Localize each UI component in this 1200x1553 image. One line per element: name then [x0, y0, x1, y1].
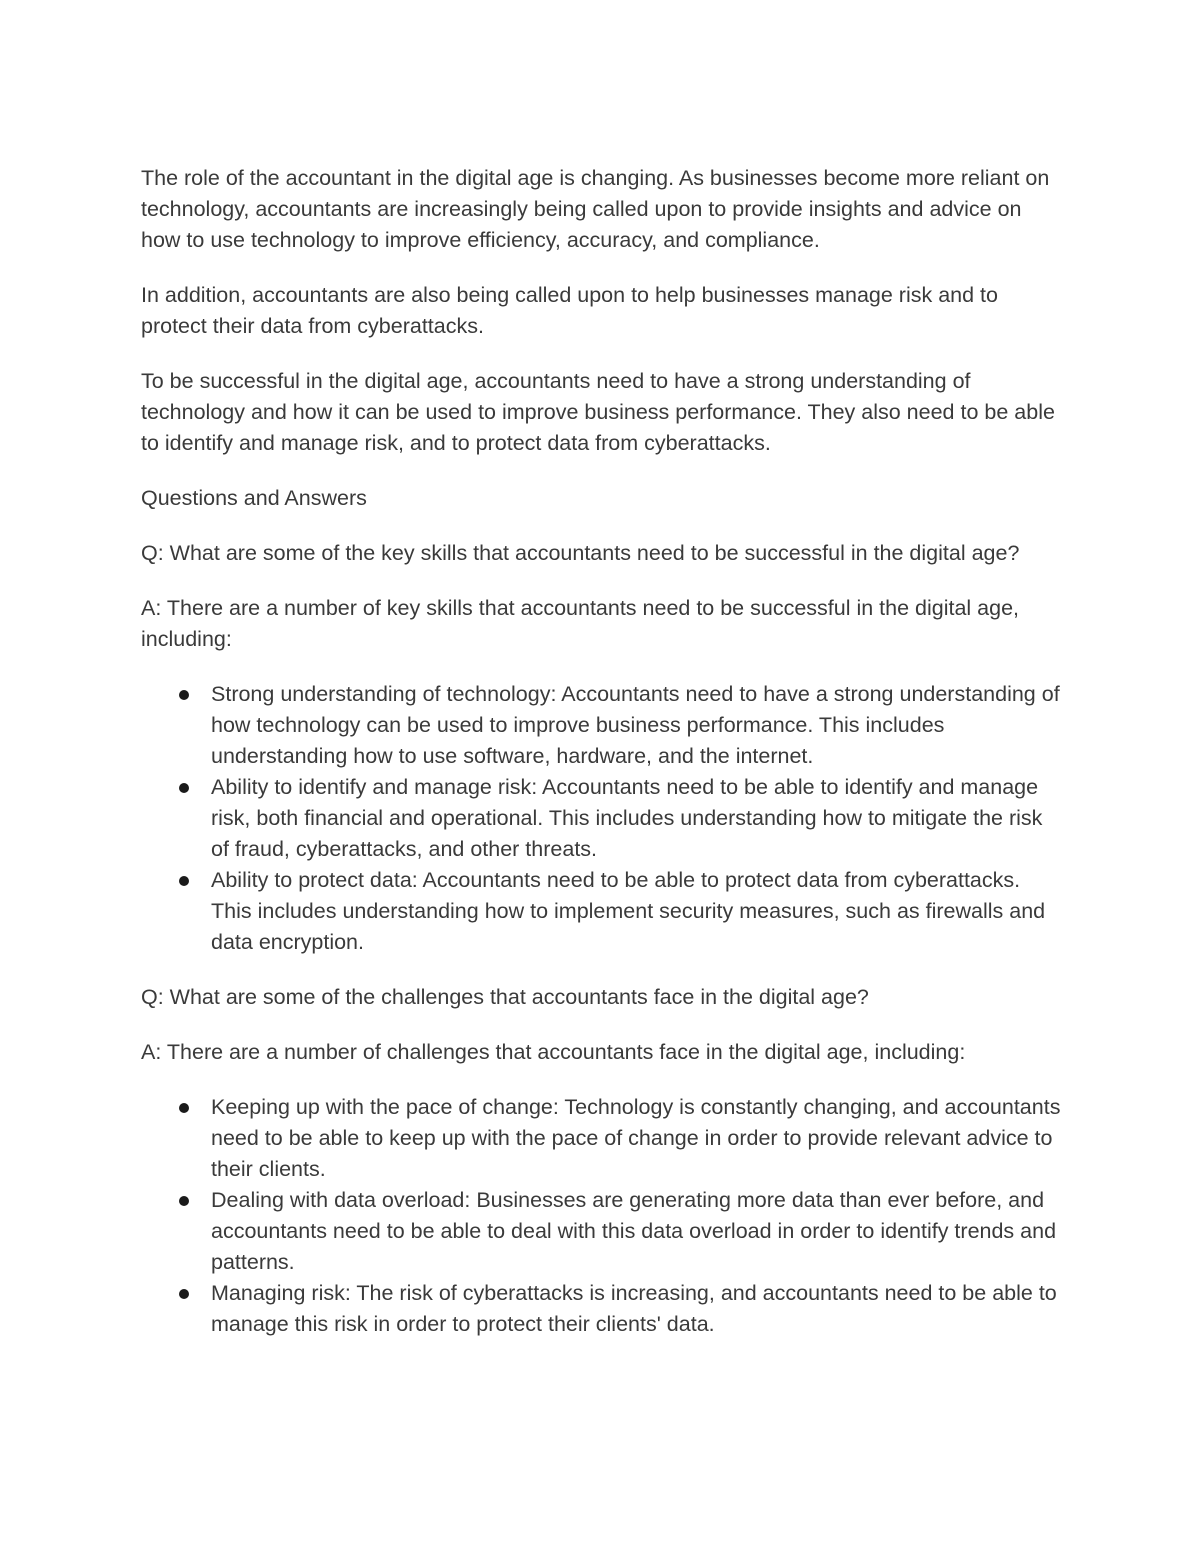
question-1: Q: What are some of the key skills that accountants need to be successful in the digital age? — [141, 541, 1020, 565]
list-item — [211, 679, 1066, 772]
qa-heading: Questions and Answers — [141, 486, 367, 510]
bullet-dot-icon — [179, 690, 189, 700]
intro-paragraph-3: To be successful in the digital age, accountants need to have a strong understanding of technology and how it can be used to improve business performance. They also need to be able to identify and manage risk, and to protect data from cyberattacks. — [141, 369, 1055, 455]
bullet-dot-icon — [179, 1289, 189, 1299]
answer-2: A: There are a number of challenges that accountants face in the digital age, including: — [141, 1040, 966, 1064]
intro-paragraph-1: The role of the accountant in the digital age is changing. As businesses become more reliant on technology, accountants are increasingly being called upon to provide insights and advice on how to use technology to improve efficiency, accuracy, and compliance. — [141, 166, 1050, 252]
list-item-text: Dealing with data overload: Businesses are generating more data than ever before, and accountants need to be able to deal with this data overload in order to identify trends and patterns. — [211, 1188, 1057, 1274]
list-item-text: Keeping up with the pace of change: Technology is constantly changing, and accountants need to be able to keep up with the pace of change in order to provide relevant advice to their clients. — [211, 1095, 1061, 1181]
bullet-dot-icon — [179, 1103, 189, 1113]
answer-1-bullet-list — [141, 679, 1066, 958]
list-item-text: Ability to protect data: Accountants need to be able to protect data from cyberattacks. This includes understanding how to implement security measures, such as firewalls and data encryption. — [211, 868, 1046, 954]
bullet-dot-icon — [179, 876, 189, 886]
question-2: Q: What are some of the challenges that accountants face in the digital age? — [141, 985, 869, 1009]
intro-paragraph-2: In addition, accountants are also being called upon to help businesses manage risk and to protect their data from cyberattacks. — [141, 283, 998, 338]
list-item — [211, 1278, 1066, 1340]
list-item — [211, 1092, 1066, 1185]
bullet-dot-icon — [179, 783, 189, 793]
document-page — [141, 163, 1066, 1364]
list-item-text: Ability to identify and manage risk: Accountants need to be able to identify and manage risk, both financial and operational. This includes understanding how to mitigate the risk of fraud, cyberattacks, and other threats. — [211, 775, 1043, 861]
answer-1: A: There are a number of key skills that accountants need to be successful in the digital age, including: — [141, 596, 1020, 651]
list-item — [211, 1185, 1066, 1278]
answer-2-bullet-list — [141, 1092, 1066, 1340]
bullet-dot-icon — [179, 1196, 189, 1206]
list-item-text: Managing risk: The risk of cyberattacks is increasing, and accountants need to be able to manage this risk in order to protect their clients' data. — [211, 1281, 1057, 1336]
list-item — [211, 865, 1066, 958]
list-item — [211, 772, 1066, 865]
list-item-text: Strong understanding of technology: Accountants need to have a strong understanding of how technology can be used to improve business performance. This includes understanding how to use software, hardware, and the internet. — [211, 682, 1060, 768]
